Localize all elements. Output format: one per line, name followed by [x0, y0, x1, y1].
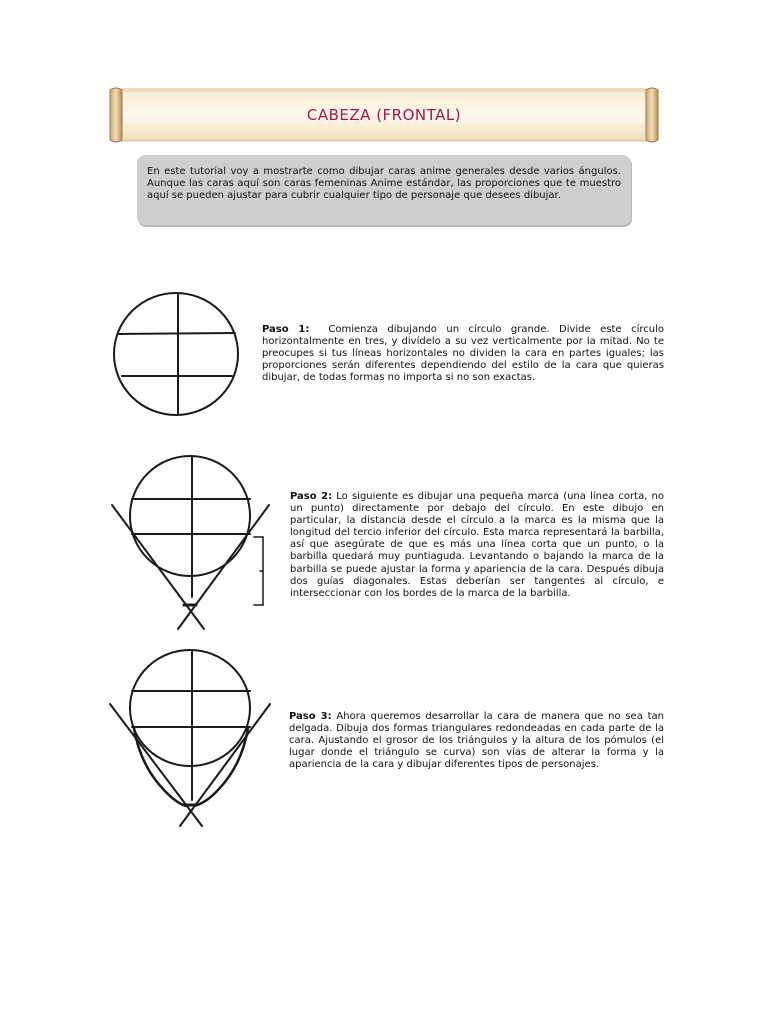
step3-body: Ahora queremos desarrollar la cara de manera que no sea tan delgada. Dibuja dos formas triangulares redondeadas en cada parte de la cara. Ajustando el grosor de los triángulos y la altura de los pómulos (el lugar donde el triángulo se curva) son vías de alterar la forma y la apariencia de la cara y dibujar diferentes tipos de personajes.: [289, 711, 664, 771]
intro-box: [137, 155, 631, 225]
step2-figure: [106, 447, 278, 635]
step3-label: Paso 3:: [289, 711, 332, 722]
step1-label: Paso 1:: [262, 324, 310, 335]
step1-body: Comienza dibujando un círculo grande. Divide este círculo horizontalmente en tres, y divídelo a su vez verticalmente por la mitad. No te preocupes si tus líneas horizontales no dividen la cara en partes iguales; las proporciones serán diferentes dependiendo del estilo de la cara que quieras dibujar, de todas formas no importa si no son exactas.: [262, 324, 665, 384]
intro-text: En este tutorial voy a mostrarte como dibujar caras anime generales desde varios ángulos. Aunque las caras aquí son caras femeninas Anime estándar, las proporciones que te muestro aquí se pueden ajustar para cubrir cualquier tipo de personaje que desees dibujar.: [147, 166, 621, 202]
page-title: CABEZA (FRONTAL): [306, 106, 462, 124]
head-chin-guides-drawing: [106, 447, 278, 635]
title-banner: [108, 86, 660, 144]
head-cheek-shapes-drawing: [106, 640, 278, 832]
step3-figure: [106, 640, 278, 832]
step2-label: Paso 2:: [290, 491, 333, 502]
head-circle-divided-drawing: [108, 282, 246, 424]
step3-text: [289, 711, 664, 771]
step2-text: [290, 491, 664, 600]
step1-figure: [108, 282, 246, 424]
step2-body: Lo siguiente es dibujar una pequeña marca (una línea corta, no un punto) directamente por debajo del círculo. En este dibujo en particular, la distancia desde el círculo a la marca es la misma que la longitud del tercio inferior del círculo. Esta marca representará la barbilla, así que asegúrate de que es más una línea corta que un punto, o la barbilla quedará muy puntiaguda. Levantando o bajando la marca de la barbilla se puede ajustar la forma y apariencia de la cara. Después dibuja dos guías diagonales. Estas deberían ser tangentes al círculo, e interseccionar con los bordes de la marca de la barbilla.: [290, 491, 665, 599]
step1-text: [262, 324, 664, 384]
